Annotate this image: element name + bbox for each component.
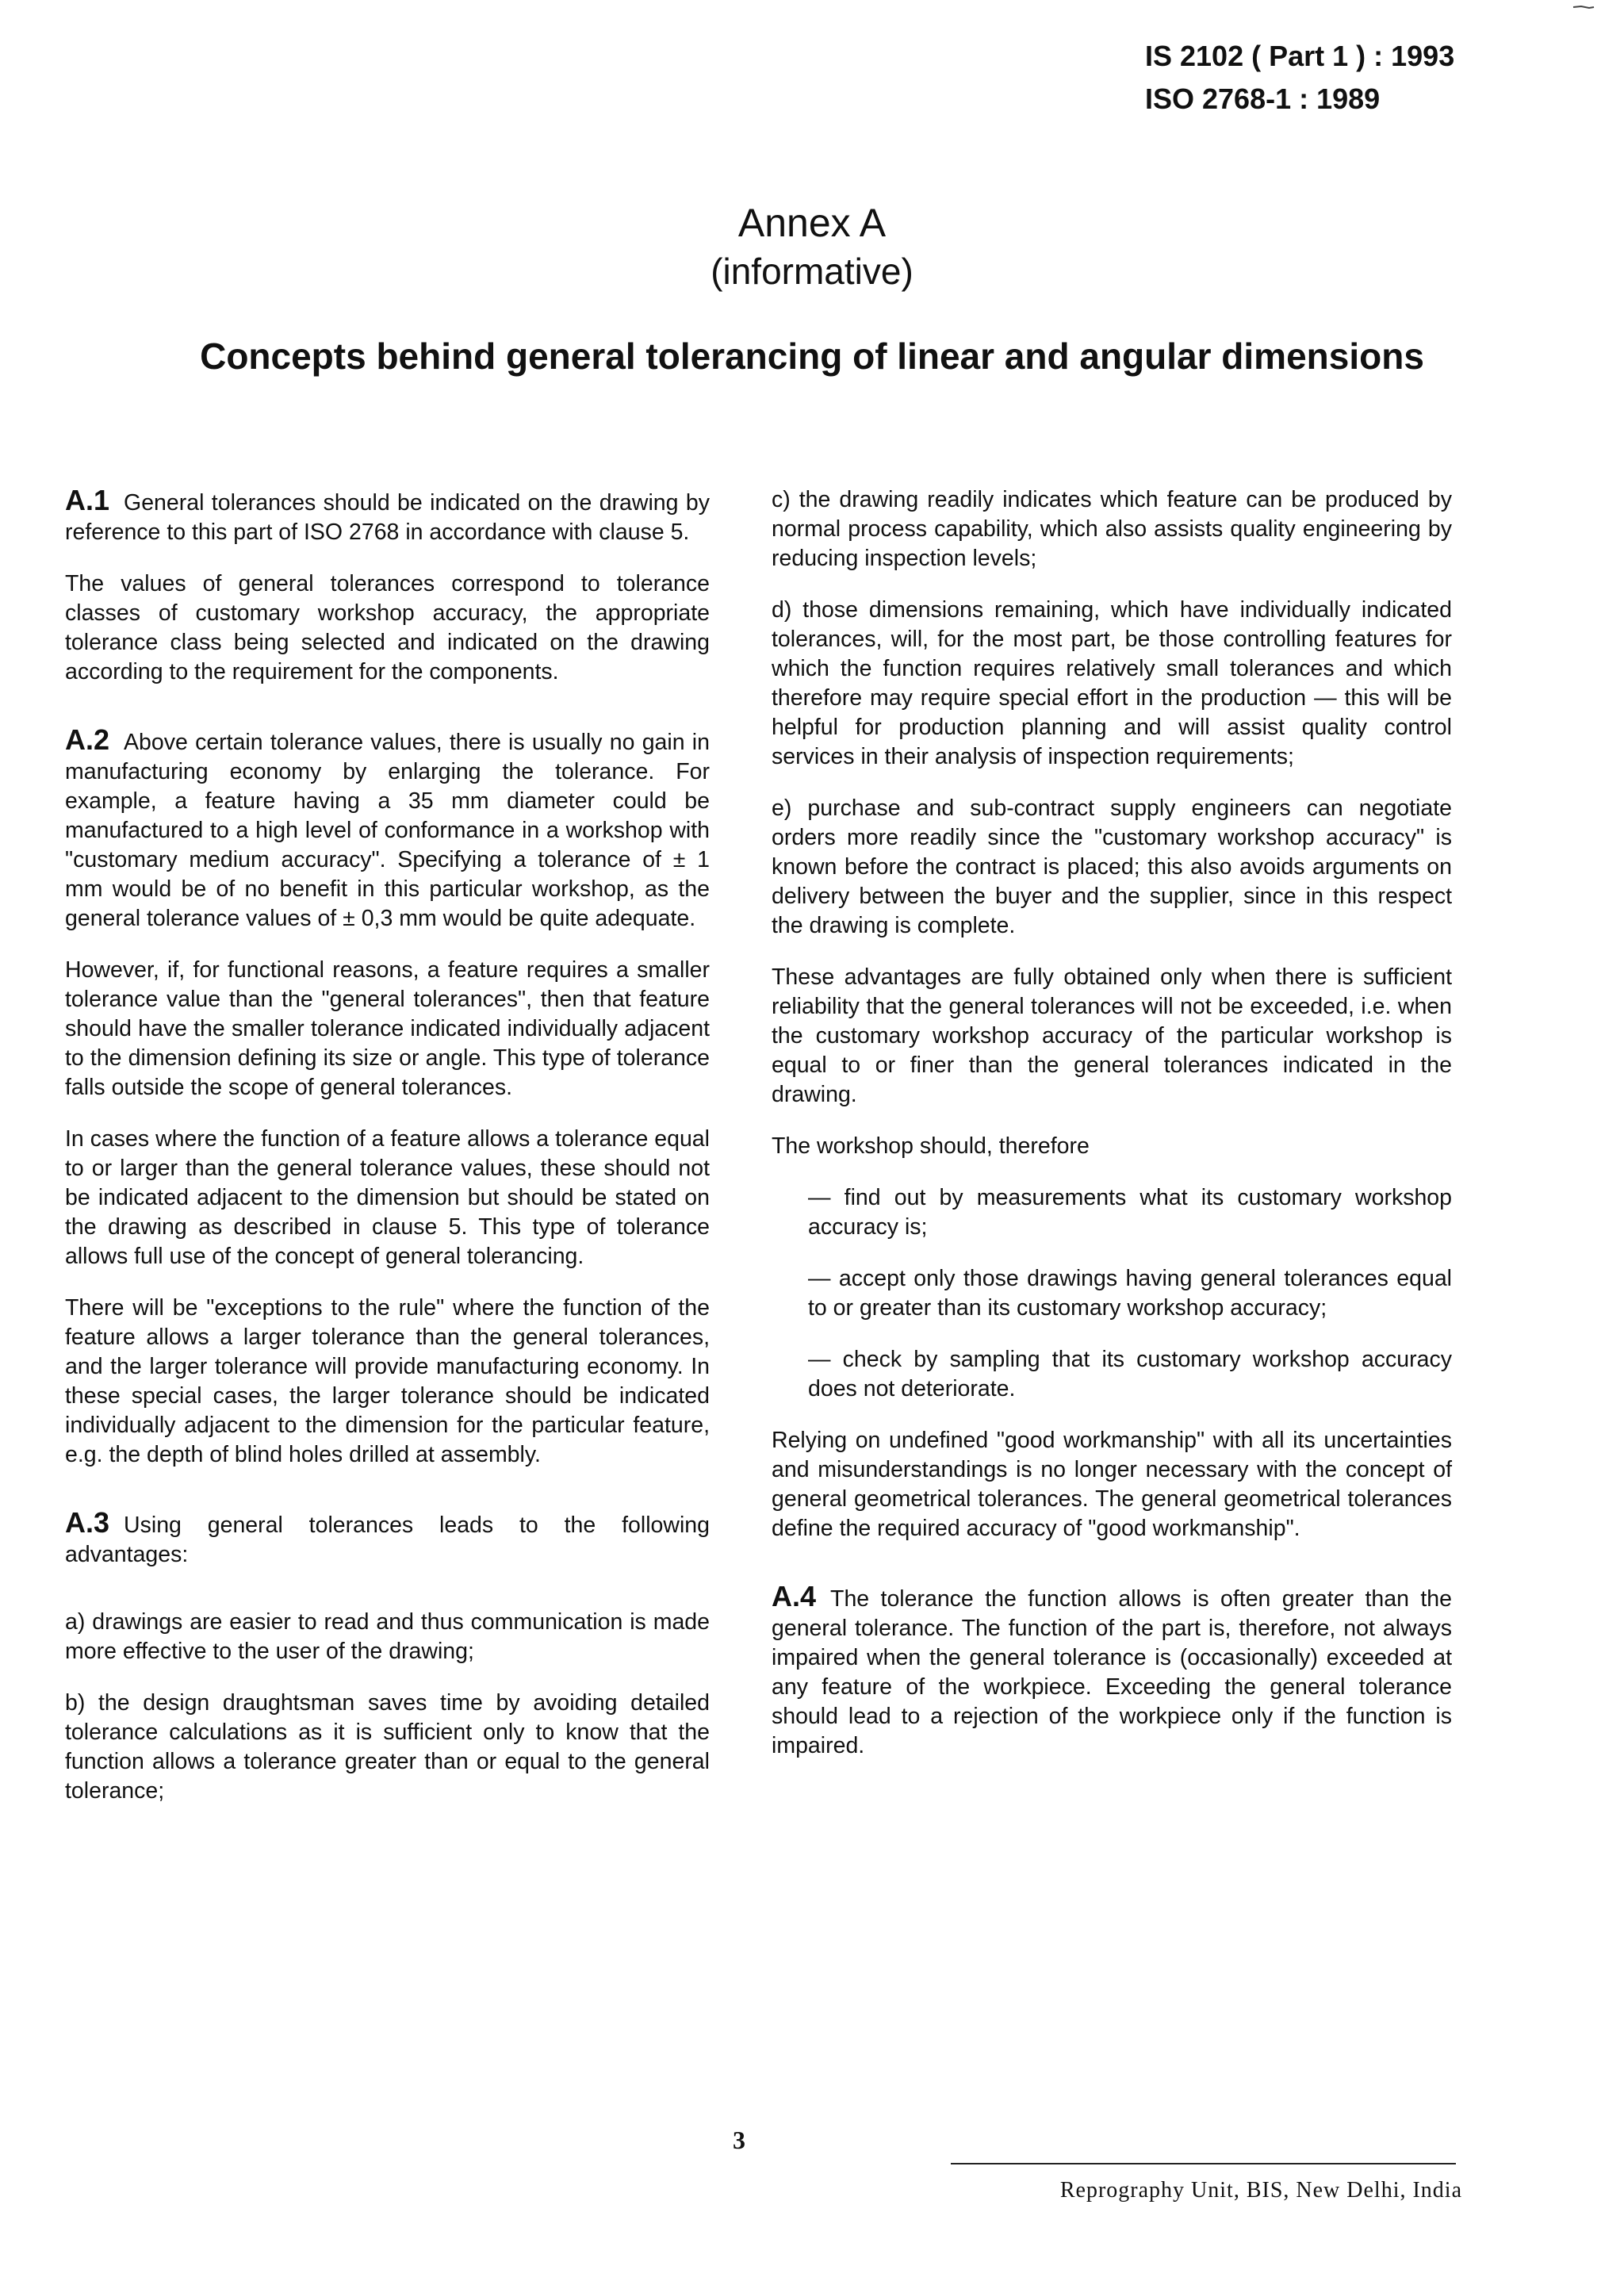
section-a4-paragraph	[772, 1582, 1452, 1761]
list-item-b: b) the design draughtsman saves time by avoiding detailed tolerance calculations as it is sufficient only to know that the function allows a tolerance greater than or equal to the general tolerance;	[65, 1690, 710, 1804]
a2-paragraph-2: However, if, for functional reasons, a feature requires a smaller tolerance value than the "general tolerances", then that feature should have the smaller tolerance indicated individually adjacent to the dimension defining its size or angle. This type of tolerance falls outside the scope of general tolerances.	[65, 957, 710, 1100]
annex-status: (informative)	[710, 251, 914, 292]
a1-paragraph-2: The values of general tolerances correspond to tolerance classes of customary workshop accuracy, the appropriate tolerance class being selected and indicated on the drawing according to the requirement for the components.	[65, 571, 710, 684]
section-number-a3: A.3	[65, 1506, 110, 1539]
section-number-a4: A.4	[772, 1580, 817, 1612]
reprography-credit: Reprography Unit, BIS, New Delhi, India	[1059, 2178, 1462, 2203]
a3-paragraph-workmanship: Relying on undefined "good workmanship" with all its uncertainties and misunderstandings is no longer necessary with the concept of general geometrical tolerances. The general geometrical tolerances define the required accuracy of "good workmanship".	[772, 1428, 1452, 1541]
a3-paragraph-workshop: The workshop should, therefore	[772, 1133, 1090, 1159]
section-number-a2: A.2	[65, 723, 110, 756]
dash-item-2: — accept only those drawings having general tolerances equal to or greater than its customary workshop accuracy;	[808, 1266, 1452, 1321]
footer-divider	[951, 2163, 1456, 2164]
list-item-e: e) purchase and sub-contract supply engineers can negotiate orders more readily since the "customary workshop accuracy" is known before the contract is placed; this also avoids arguments on delivery between the buyer and the supplier, since in this respect the drawing is complete.	[772, 796, 1452, 938]
annex-heading: Concepts behind general tolerancing of linear and angular dimensions	[200, 335, 1424, 377]
a4-text: The tolerance the function allows is often greater than the general tolerance. The function of the part is, therefore, not always impaired when the general tolerance is (occasionally) exceeded at any feature of the workpiece. Exceeding the general tolerance should lead to a rejection of the workpiece only if the function is impaired.	[772, 1586, 1452, 1758]
page-number: 3	[733, 2126, 745, 2154]
scan-mark	[1572, 3, 1595, 10]
list-item-d: d) those dimensions remaining, which have individually indicated tolerances, will, for the most part, be those controlling features for which the function requires relatively small tolerances and which therefore may require special effort in the production — this will be helpful for production planning and will assist quality control services in their analysis of inspection requirements;	[772, 597, 1452, 769]
a2-paragraph-3: In cases where the function of a feature allows a tolerance equal to or larger than the general tolerance values, these should not be indicated adjacent to the dimension but should be stated on the drawing as described in clause 5. This type of tolerance allows full use of the concept of general tolerancing.	[65, 1126, 710, 1269]
a2-text: Above certain tolerance values, there is usually no gain in manufacturing economy by enlarging the tolerance. For example, a feature having a 35 mm diameter could be manufactured to a high level of conformance in a workshop with "customary medium accuracy". Specifying a tolerance of ± 1 mm would be of no benefit in this particular workshop, as the general tolerance values of ± 0,3 mm would be quite adequate.	[65, 730, 710, 931]
a1-text: General tolerances should be indicated on the drawing by reference to this part of ISO 2768 in accordance with clause 5.	[65, 490, 710, 545]
right-column	[772, 485, 1452, 1783]
section-a3-paragraph	[65, 1508, 710, 1570]
a3-text: Using general tolerances leads to the following advantages:	[65, 1513, 710, 1567]
left-column	[65, 485, 710, 1828]
section-a2-paragraph	[65, 725, 710, 934]
standard-reference	[1145, 35, 1462, 121]
standard-number-iso: ISO 2768-1 : 1989	[1145, 82, 1381, 115]
list-item-a: a) drawings are easier to read and thus communication is made more effective to the user of the drawing;	[65, 1609, 710, 1664]
dash-item-3: — check by sampling that its customary workshop accuracy does not deteriorate.	[808, 1347, 1452, 1401]
annex-title: Annex A	[737, 201, 887, 245]
list-item-c: c) the drawing readily indicates which feature can be produced by normal process capability, which also assists quality engineering by reducing inspection levels;	[772, 487, 1452, 571]
dash-item-1: — find out by measurements what its customary workshop accuracy is;	[808, 1185, 1452, 1240]
section-number-a1: A.1	[65, 484, 110, 516]
section-a1-paragraph	[65, 485, 710, 547]
standard-number-is: IS 2102 ( Part 1 ) : 1993	[1145, 40, 1455, 72]
a2-paragraph-4: There will be "exceptions to the rule" where the function of the feature allows a larger tolerance than the general tolerances, and the larger tolerance will provide manufacturing economy. In these special cases, the larger tolerance should be indicated individually adjacent to the dimension for the particular feature, e.g. the depth of blind holes drilled at assembly.	[65, 1295, 710, 1467]
a3-paragraph-advantages: These advantages are fully obtained only when there is sufficient reliability that the general tolerances will not be exceeded, i.e. when the customary workshop accuracy of the particular workshop is equal to or finer than the general tolerances indicated in the drawing.	[772, 964, 1452, 1107]
